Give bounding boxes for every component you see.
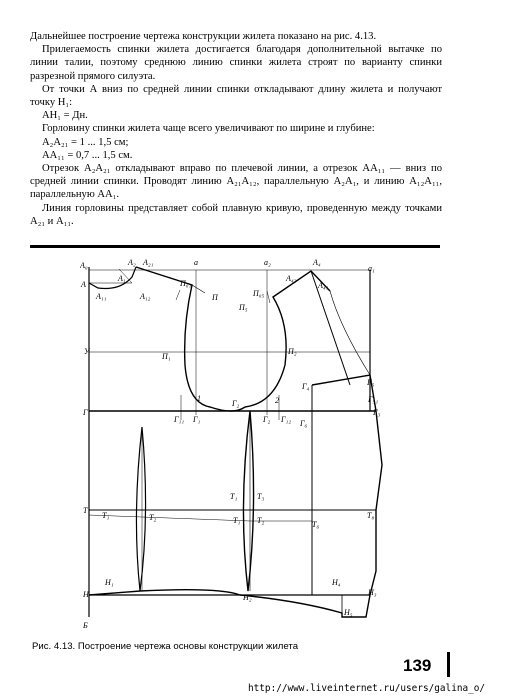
label-G11: Г₁₁ — [174, 415, 185, 424]
label-A2: А₂ — [128, 258, 136, 267]
paragraph-5: Отрезок А₂А₂₁ откладывают вправо по плечевой линии, а отрезок АА₁₁ — вниз по средней линии спинки. Проводят линию А₂₁А₁₂, параллельную А₂А₁, и линию А₁₂А₁₁, параллельную АА₁. — [30, 163, 442, 201]
label-A12: А₁₂ — [140, 292, 151, 301]
label-T6: Т₆ — [312, 520, 320, 529]
label-P1: П₁ — [162, 352, 171, 361]
label-P05: П₀₅ — [253, 289, 265, 298]
label-A0: А₀ — [80, 261, 88, 270]
label-1: 1 — [197, 394, 201, 403]
label-T: Т — [83, 506, 88, 515]
separator-rule — [30, 245, 440, 248]
label-T1: Т₁ — [102, 511, 110, 520]
label-a1: а₁ — [368, 264, 375, 273]
label-A: А — [81, 280, 86, 289]
label-P2: П₂ — [288, 347, 297, 356]
label-G2: Г₂ — [232, 399, 240, 408]
page-number: 139 — [403, 656, 432, 675]
label-H1: Н₁ — [105, 578, 114, 587]
label-G: Г — [83, 408, 88, 417]
label-G51: Г₅₁ — [368, 395, 379, 404]
page-number-bar — [447, 652, 450, 677]
label-a: а — [194, 258, 198, 267]
label-A41: А₄₁ — [318, 281, 329, 290]
body-text — [30, 30, 442, 228]
label-G3: Г₃ — [373, 408, 381, 417]
label-A21: А₂₁ — [143, 258, 154, 267]
label-A42: А₄₂ — [286, 274, 297, 283]
formula-2: А₂А₂₁ = 1 ... 1,5 см; — [42, 136, 129, 148]
paragraph-6: Линия горловины представляет собой плавную кривую, проведенную между точками А₂₁ и А₁₁. — [30, 202, 442, 227]
label-H5: Н₅ — [344, 608, 353, 617]
label-A4: А₄ — [313, 258, 321, 267]
label-T1-upper: Т₁ — [230, 492, 238, 501]
label-P5: П₅ — [239, 303, 248, 312]
label-2: 2 — [275, 396, 279, 405]
label-T2-lower: Т₂ — [257, 516, 265, 525]
label-B: Б — [83, 621, 88, 630]
label-T8: Т₈ — [367, 511, 375, 520]
label-H: Н — [83, 590, 89, 599]
label-U: У — [84, 347, 90, 356]
figure-caption: Рис. 4.13. Построение чертежа основы конструкции жилета — [32, 641, 299, 652]
label-H3: Н₃ — [368, 588, 377, 597]
label-G6: Г₆ — [300, 419, 308, 428]
label-A1: А₁ — [118, 274, 126, 283]
label-G1: Г₁ — [193, 415, 201, 424]
label-a2: а₂ — [264, 258, 271, 267]
paragraph-1: Дальнейшее построение чертежа конструкции жилета показано на рис. 4.13. — [30, 31, 377, 42]
label-H2: Н₂ — [243, 593, 252, 602]
paragraph-4: Горловину спинки жилета чаще всего увеличивают по ширине и глубине: — [42, 123, 375, 135]
label-G2-lower: Г₂ — [263, 415, 271, 424]
label-T3: Т₃ — [257, 492, 265, 501]
label-T1-lower: Т₁ — [233, 516, 241, 525]
paragraph-2: Прилегаемость спинки жилета достигается благодаря дополнительной вытачке по линии талии, поэтому среднюю линию спинки жилета строят по варианту спинки разрезной прямого силуэта. — [30, 44, 442, 82]
footer-url: http://www.liveinternet.ru/users/galina_o/ — [248, 683, 486, 694]
formula-3: АА₁₁ = 0,7 ... 1,5 см. — [42, 149, 133, 161]
label-P: П — [212, 293, 218, 302]
label-A11: А₁₁ — [96, 292, 107, 301]
label-T2: Т₂ — [149, 513, 157, 522]
label-P01: П₀₁ — [180, 279, 192, 288]
pattern-drawing — [80, 255, 400, 635]
formula-1: АН₁ = Дн. — [42, 110, 88, 122]
label-G5: Г₅ — [367, 378, 375, 387]
label-G12: Г₁₂ — [281, 415, 292, 424]
paragraph-3: От точки А вниз по средней линии спинки откладывают длину жилета и получают точку Н₁: — [30, 83, 442, 109]
label-H4: Н₄ — [332, 578, 341, 587]
label-G4: Г₄ — [302, 382, 310, 391]
